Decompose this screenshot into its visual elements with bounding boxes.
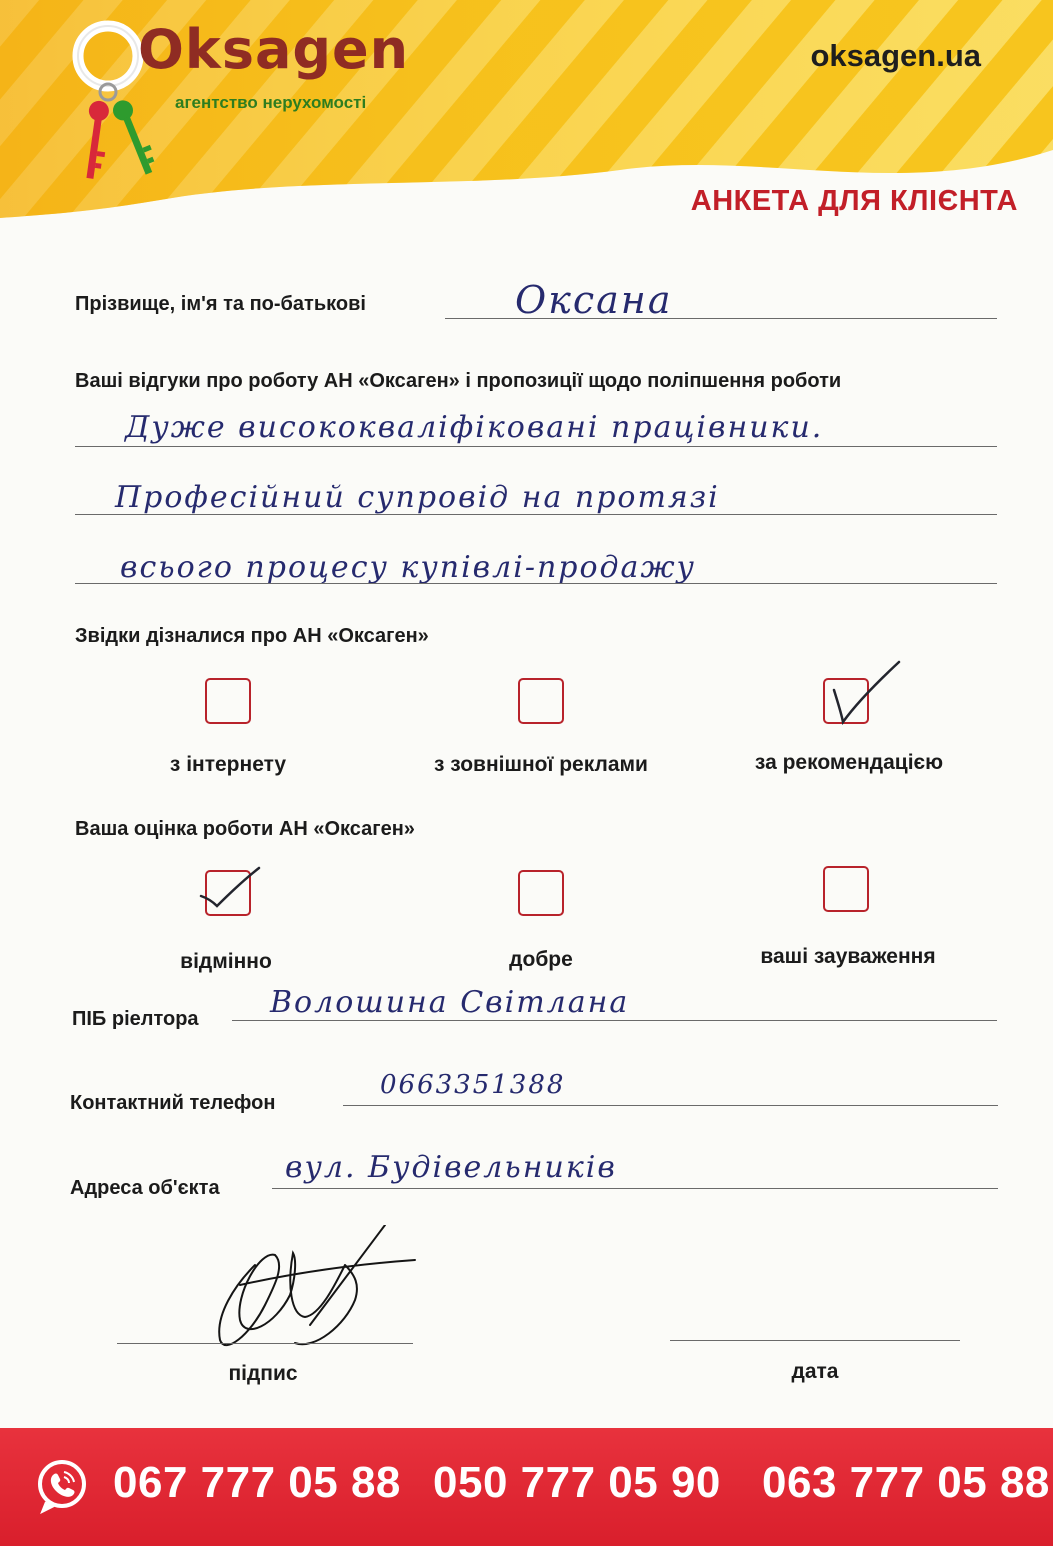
address-line (272, 1188, 998, 1189)
realtor-value[interactable]: Волошина Світлана (270, 985, 630, 1020)
phone-label: Контактний телефон (70, 1092, 276, 1114)
address-value[interactable]: вул. Будівельників (285, 1150, 617, 1185)
address-label: Адреса об'єкта (70, 1177, 220, 1199)
checkmark-icon (819, 660, 899, 740)
date-label: дата (791, 1360, 839, 1383)
rating-remarks-label: ваші зауваження (760, 945, 936, 968)
feedback-label: Ваші відгуки про роботу АН «Оксаген» і пропозиції щодо поліпшення роботи (75, 370, 842, 392)
rating-remarks-checkbox[interactable] (823, 866, 869, 912)
feedback-line-2[interactable]: Професійний супровід на протязі (115, 480, 720, 515)
feedback-line-3[interactable]: всього процесу купівлі-продажу (120, 550, 696, 585)
logo-wordmark: Oksagen (138, 18, 410, 81)
rating-good-label: добре (509, 948, 573, 971)
source-internet-checkbox[interactable] (205, 678, 251, 724)
source-recommendation-checkbox[interactable] (823, 678, 869, 724)
feedback-rule-2 (75, 514, 997, 515)
signature-scribble (195, 1225, 425, 1365)
signature-label: підпис (228, 1362, 298, 1385)
footer-phone-2[interactable]: 050 777 05 90 (433, 1458, 721, 1507)
phone-value[interactable]: 0663351388 (380, 1070, 566, 1100)
full-name-label: Прізвище, ім'я та по-батькові (75, 293, 366, 315)
footer-phone-1[interactable]: 067 777 05 88 (113, 1458, 401, 1507)
feedback-rule-3 (75, 583, 997, 584)
source-recommendation-label: за рекомендацією (754, 751, 944, 774)
realtor-line (232, 1020, 997, 1021)
phone-line (343, 1105, 998, 1106)
source-internet-label: з інтернету (169, 753, 287, 776)
realtor-label: ПІБ ріелтора (72, 1008, 199, 1030)
date-line (670, 1340, 960, 1341)
rating-good-checkbox[interactable] (518, 870, 564, 916)
footer-bar (0, 1428, 1053, 1546)
form-title: АНКЕТА ДЛЯ КЛІЄНТА (690, 185, 1018, 217)
source-label: Звідки дізналися про АН «Оксаген» (75, 625, 429, 647)
signature-line (117, 1343, 413, 1344)
viber-icon (36, 1458, 92, 1514)
rating-excellent-label: відмінно (180, 950, 272, 973)
logo-subtitle: агентство нерухомості (175, 93, 367, 112)
rating-excellent-checkbox[interactable] (205, 870, 251, 916)
feedback-rule-1 (75, 446, 997, 447)
source-outdoor-ads-checkbox[interactable] (518, 678, 564, 724)
full-name-value[interactable]: Оксана (515, 278, 673, 322)
feedback-line-1[interactable]: Дуже висококваліфіковані працівники. (125, 410, 824, 445)
source-outdoor-ads-label: з зовнішної реклами (434, 753, 648, 776)
rating-label: Ваша оцінка роботи АН «Оксаген» (75, 818, 415, 840)
footer-phone-3[interactable]: 063 777 05 88 (762, 1458, 1050, 1507)
checkmark-icon (201, 852, 281, 932)
website-link[interactable]: oksagen.ua (810, 38, 981, 73)
